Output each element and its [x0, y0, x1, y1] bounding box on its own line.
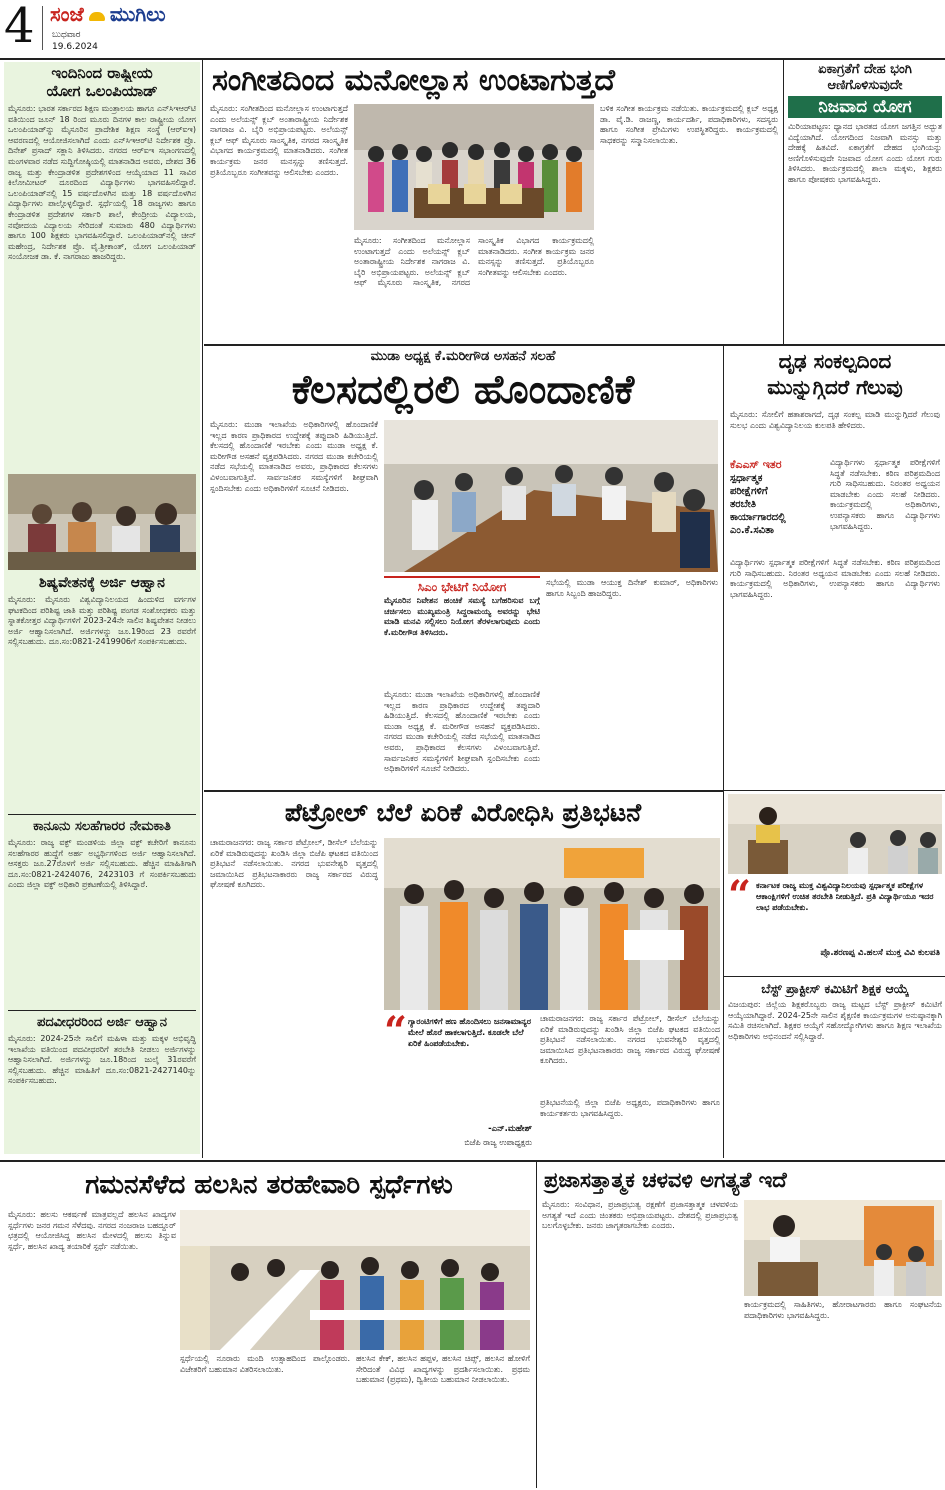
headline: ಸಂಗೀತದಿಂದ ಮನೋಲ್ಲಾಸ ಉಂಟಾಗುತ್ತದೆ [212, 63, 615, 98]
photo-muda-meeting [384, 420, 718, 572]
headline: ಇಂದಿನಿಂದ ರಾಷ್ಟ್ರೀಯ [51, 64, 153, 82]
article-body: ಬಳಿಕ ಸಂಗೀತ ಕಾರ್ಯಕ್ರಮ ನಡೆಯಿತು. ಕಾರ್ಯಕ್ರಮದಲ್ಲಿ ಕ್ಲಬ್ ಅಧ್ಯಕ್ಷ ಡಾ. ವೈ.ಡಿ. ರಾಜಣ್ಣ, ಕಾರ್ಯದರ್ಶಿ, ಪದಾಧಿಕಾರಿಗಳು, ಸದಸ್ಯರು ಹಾಗೂ ಸಂಗೀತ ಪ್ರೇಮಿಗಳು ಉಪಸ್ಥಿತರಿದ್ದರು. ಕಾರ್ಯಕ್ರಮದಲ್ಲಿ ಸಾಧಕರನ್ನು ಸನ್ಮಾನಿಸಲಾಯಿತು. [600, 104, 778, 145]
headline: ಕಾನೂನು ಸಲಹೆಗಾರರ ನೇಮಕಾತಿ [33, 819, 171, 834]
article-body: ಹಲಸಿನ ಕೇಕ್, ಹಲಸಿನ ಹಪ್ಪಳ, ಹಲಸಿನ ಚಿಪ್ಸ್, ಹಲಸಿನ ಹೋಳಿಗೆ ಸೇರಿದಂತೆ ವಿವಿಧ ಖಾದ್ಯಗಳನ್ನು ಪ್ರದರ್ಶಿಸಲಾಯಿತು. ಪ್ರಥಮ ಬಹುಮಾನ (ಪ್ರಥಮ), ದ್ವಿತೀಯ ಬಹುಮಾನ ನೀಡಲಾಯಿತು. [356, 1354, 530, 1385]
article-yoga-olympiad [8, 64, 196, 472]
pull-quote-petrol [384, 1014, 534, 1156]
article-body: ಮೈಸೂರು: ಸಂವಿಧಾನ, ಪ್ರಜಾಪ್ರಭುತ್ವ ರಕ್ಷಣೆಗೆ ಪ್ರಜಾಸತ್ತಾತ್ಮಕ ಚಳವಳಿಯ ಅಗತ್ಯತೆ ಇದೆ ಎಂದು ಚಿಂತಕರು ಅಭಿಪ್ರಾಯಪಟ್ಟರು. ದೇಶದಲ್ಲಿ ಪ್ರಜಾಪ್ರಭುತ್ವ ಬಲಗೊಳ್ಳಬೇಕು. ಜನರು ಜಾಗೃತರಾಗಬೇಕು ಎಂದರು. [542, 1200, 738, 1231]
sidebar-kas [730, 458, 826, 554]
sidebar-line: ಪರೀಕ್ಷೆಗಳಿಗೆ [730, 486, 768, 497]
quote-author: ಪ್ರೊ.ಶರಣಪ್ಪ ವಿ.ಹಲಸೆ [820, 948, 883, 958]
kicker: ಮುಡಾ ಅಧ್ಯಕ್ಷ ಕೆ.ಮರೀಗೌಡ ಅಸಹನೆ ಸಲಹೆ [370, 349, 556, 364]
headline: ಯೋಗ ಒಲಂಪಿಯಾಡ್ [46, 82, 158, 100]
article-jackfruit [4, 1164, 534, 1208]
article-body: ವಿದ್ಯಾರ್ಥಿಗಳು ಸ್ಪರ್ಧಾತ್ಮಕ ಪರೀಕ್ಷೆಗಳಿಗೆ ಸಿದ್ಧತೆ ನಡೆಸಬೇಕು. ಕಠಿಣ ಪರಿಶ್ರಮದಿಂದ ಗುರಿ ಸಾಧಿಸಬಹುದು. ನಿರಂತರ ಅಧ್ಯಯನ ಮಾಡಬೇಕು ಎಂದು ಸಲಹೆ ನೀಡಿದರು. ಕಾರ್ಯಕ್ರಮದಲ್ಲಿ ಅಧಿಕಾರಿಗಳು, ಉಪನ್ಯಾಸಕರು ಹಾಗೂ ವಿದ್ಯಾರ್ಥಿಗಳು ಭಾಗವಹಿಸಿದ್ದರು. [730, 558, 940, 599]
article-body: ವಿಜಯಪುರ: ಜಿಲ್ಲೆಯ ಶಿಕ್ಷಕರೊಬ್ಬರು ರಾಜ್ಯ ಮಟ್ಟದ ಬೆಸ್ಟ್ ಪ್ರಾಕ್ಟೀಸ್ ಕಮಿಟಿಗೆ ಆಯ್ಕೆಯಾಗಿದ್ದಾರೆ. 2024-25ನೇ ಸಾಲಿನ ಶೈಕ್ಷಣಿಕ ಕಾರ್ಯಕ್ರಮಗಳ ಅನುಷ್ಠಾನಕ್ಕಾಗಿ ಸಮಿತಿ ರಚಿಸಲಾಗಿದೆ. ಶಿಕ್ಷಕರ ಆಯ್ಕೆಗೆ ಸಹೋದ್ಯೋಗಿಗಳು ಹಾಗೂ ಶಿಕ್ಷಣ ಇಲಾಖೆಯ ಅಧಿಕಾರಿಗಳು ಅಭಿನಂದನೆ ಸಲ್ಲಿಸಿದ್ದಾರೆ. [728, 1000, 942, 1041]
sidebar-line: ಸ್ಪರ್ಧಾತ್ಮಕ [730, 473, 763, 484]
article-body: ಚಾಮರಾಜನಗರ: ರಾಜ್ಯ ಸರ್ಕಾರ ಪೆಟ್ರೋಲ್, ಡೀಸೆಲ್ ಬೆಲೆಯನ್ನು ಏರಿಕೆ ಮಾಡಿರುವುದನ್ನು ಖಂಡಿಸಿ ಜಿಲ್ಲಾ ಬಿಜೆಪಿ ಘಟಕದ ವತಿಯಿಂದ ಪ್ರತಿಭಟನೆ ನಡೆಸಲಾಯಿತು. ನಗರದ ಭುವನೇಶ್ವರಿ ವೃತ್ತದಲ್ಲಿ ಜಮಾಯಿಸಿದ ಪ್ರತಿಭಟನಾಕಾರರು ರಾಜ್ಯ ಸರ್ಕಾರದ ವಿರುದ್ಧ ಘೋಷಣೆ ಕೂಗಿದರು. [540, 1014, 720, 1066]
article-body: ಮೈಸೂರು: ಭಾರತ ಸರ್ಕಾರದ ಶಿಕ್ಷಣ ಮಂತ್ರಾಲಯ ಹಾಗೂ ಎನ್‌ಸಿಇಆರ್‌ಟಿ ವತಿಯಿಂದ ಜೂನ್ 18 ರಿಂದ ಮೂರು ದಿನಗಳ ಕಾಲ ರಾಷ್ಟ್ರೀಯ ಯೋಗ ಒಲಂಪಿಯಾಡ್‌ನ್ನು ಮೈಸೂರಿನ ಪ್ರಾದೇಶಿಕ ಶಿಕ್ಷಣ ಸಂಸ್ಥೆ (ಆರ್‌ಐಇ) ಆವರಣದಲ್ಲಿ ಆಯೋಜಿಸಲಾಗಿದೆ ಎಂದು ಎನ್‌ಸಿಇಆರ್‌ಟಿ ನಿರ್ದೇಶಕ ಪ್ರೊ. ದಿನೇಶ್ ಪ್ರಸಾದ್ ಸಕ್ಲಾನಿ ತಿಳಿಸಿದರು. ನಗರದ ಆರ್‌ಐಇ ಸಭಾಂಗಣದಲ್ಲಿ ಮಂಗಳವಾರ ನಡೆದ ಸುದ್ದಿಗೋಷ್ಠಿಯಲ್ಲಿ ಮಾತನಾಡಿದ ಅವರು, ದೇಶದ 36 ರಾಜ್ಯ ಮತ್ತು ಕೇಂದ್ರಾಡಳಿತ ಪ್ರದೇಶಗಳಿಂದ ಆಯ್ಕೆಯಾದ 11 ಸಾವಿರ ಕಿಲೋಮೀಟರ್ ದೂರದಿಂದ ವಿದ್ಯಾರ್ಥಿಗಳು ಭಾಗವಹಿಸಲಿದ್ದಾರೆ. ಒಲಂಪಿಯಾಡ್‌ನಲ್ಲಿ 15 ವರ್ಷದೊಳಗಿನ ಮತ್ತು 18 ವರ್ಷದೊಳಗಿನ ವಿದ್ಯಾರ್ಥಿಗಳು ಪಾಲ್ಗೊಳ್ಳಲಿದ್ದಾರೆ. ಸ್ಪರ್ಧೆಯಲ್ಲಿ 18 ರಾಜ್ಯಗಳು ಹಾಗೂ ಕೇಂದ್ರಾಡಳಿತ ಪ್ರದೇಶಗಳ ಸರ್ಕಾರಿ ಶಾಲೆ, ಕೇಂದ್ರೀಯ ವಿದ್ಯಾಲಯ, ನವೋದಯ ವಿದ್ಯಾಲಯ ಸೇರಿದಂತೆ ಸುಮಾರು 480 ವಿದ್ಯಾರ್ಥಿಗಳು ಹಾಗೂ 100 ಶಿಕ್ಷಕರು ಭಾಗವಹಿಸಲಿದ್ದಾರೆ. ಒಲಂಪಿಯಾಡ್‌ನಲ್ಲಿ ಚೀನ್ ಮಹೇಂದ್ರ, ನಿರ್ದೇಶಕ ಪ್ರೊ. ವೈ.ಶ್ರೀಕಾಂತ್, ಯೋಗ ಒಲಂಪಿಯಾಡ್ ಸಂಯೋಜಕ ಡಾ. ಕೆ. ನಾಗರಾಜು ಹಾಜರಿದ್ದರು. [8, 104, 196, 262]
masthead [0, 0, 200, 58]
quote-author: -ಎನ್.ಮಹೇಶ್ [488, 1124, 532, 1134]
quote-mark-icon: “ [728, 878, 752, 919]
headline: ದೃಢ ಸಂಕಲ್ಪದಿಂದ [778, 349, 892, 373]
article-body: ಮೈಸೂರು: ಮುಡಾ ಇಲಾಖೆಯ ಅಧಿಕಾರಿಗಳಲ್ಲಿ ಹೊಂದಾಣಿಕೆ ಇಲ್ಲದ ಕಾರಣ ಪ್ರಾಧಿಕಾರದ ಉದ್ದೇಶಕ್ಕೆ ತಪ್ಪುದಾರಿ ಹಿಡಿಯುತ್ತಿದೆ. ಕೆಲಸದಲ್ಲಿ ಹೊಂದಾಣಿಕೆ ಇರಬೇಕು ಎಂದು ಮುಡಾ ಅಧ್ಯಕ್ಷ ಕೆ. ಮರೀಗೌಡ ಅಸಹನೆ ವ್ಯಕ್ತಪಡಿಸಿದರು. ನಗರದ ಮುಡಾ ಕಚೇರಿಯಲ್ಲಿ ನಡೆದ ಸಭೆಯಲ್ಲಿ ಮಾತನಾಡಿದ ಅವರು, ಪ್ರಾಧಿಕಾರದ ಕೆಲಸಗಳು ವಿಳಂಬವಾಗುತ್ತಿವೆ. ಸಾರ್ವಜನಿಕರ ಸಮಸ್ಯೆಗಳಿಗೆ ಶೀಘ್ರವಾಗಿ ಸ್ಪಂದಿಸಬೇಕು ಎಂದು ಅಧಿಕಾರಿಗಳಿಗೆ ಸೂಚನೆ ನೀಡಿದರು. [384, 690, 540, 774]
quote-role: ಮುಕ್ತ ವಿವಿ ಕುಲಪತಿ [885, 948, 940, 958]
quote-role: ಬಿಜೆಪಿ ರಾಜ್ಯ ಉಪಾಧ್ಯಕ್ಷರು [464, 1138, 532, 1147]
article-body: ಮೈಸೂರು: ಮುಡಾ ಇಲಾಖೆಯ ಅಧಿಕಾರಿಗಳಲ್ಲಿ ಹೊಂದಾಣಿಕೆ ಇಲ್ಲದ ಕಾರಣ ಪ್ರಾಧಿಕಾರದ ಉದ್ದೇಶಕ್ಕೆ ತಪ್ಪುದಾರಿ ಹಿಡಿಯುತ್ತಿದೆ. ಕೆಲಸದಲ್ಲಿ ಹೊಂದಾಣಿಕೆ ಇರಬೇಕು ಎಂದು ಮುಡಾ ಅಧ್ಯಕ್ಷ ಕೆ. ಮರೀಗೌಡ ಅಸಹನೆ ವ್ಯಕ್ತಪಡಿಸಿದರು. ನಗರದ ಮುಡಾ ಕಚೇರಿಯಲ್ಲಿ ನಡೆದ ಸಭೆಯಲ್ಲಿ ಮಾತನಾಡಿದ ಅವರು, ಪ್ರಾಧಿಕಾರದ ಕೆಲಸಗಳು ವಿಳಂಬವಾಗುತ್ತಿವೆ. ಸಾರ್ವಜನಿಕರ ಸಮಸ್ಯೆಗಳಿಗೆ ಶೀಘ್ರವಾಗಿ ಸ್ಪಂದಿಸಬೇಕು ಎಂದು ಅಧಿಕಾರಿಗಳಿಗೆ ಸೂಚನೆ ನೀಡಿದರು. [210, 420, 378, 493]
article-body: ಮೈಸೂರು: ಸಂಗೀತದಿಂದ ಮನೋಲ್ಲಾಸ ಉಂಟಾಗುತ್ತದೆ ಎಂದು ಅಲೆಯನ್ಸ್ ಕ್ಲಬ್ ಅಂತಾರಾಷ್ಟ್ರೀಯ ನಿರ್ದೇಶಕ ನಾಗರಾಜ ವಿ. ಬೈರಿ ಅಭಿಪ್ರಾಯಪಟ್ಟರು. ಅಲೆಯನ್ಸ್ ಕ್ಲಬ್ ಆಫ್ ಮೈಸೂರು ಸಾಂಸ್ಕೃತಿಕ, ನಗರದ ಸಾಂಸ್ಕೃತಿಕ ವಿಭಾಗದ ಕಾರ್ಯಕ್ರಮದಲ್ಲಿ ಮಾತನಾಡಿದರು. ಸಂಗೀತ ಕಾರ್ಯಕ್ರಮ ಜನರ ಮನಸ್ಸನ್ನು ತಣಿಸುತ್ತದೆ. ಪ್ರತಿಯೊಬ್ಬರೂ ಸಂಗೀತವನ್ನು ಆಲಿಸಬೇಕು ಎಂದರು. [354, 236, 594, 288]
article-body: ಸ್ಪರ್ಧೆಯಲ್ಲಿ ನೂರಾರು ಮಂದಿ ಉತ್ಸಾಹದಿಂದ ಪಾಲ್ಗೊಂಡರು. ವಿಜೇತರಿಗೆ ಬಹುಮಾನ ವಿತರಿಸಲಾಯಿತು. [180, 1354, 350, 1374]
photo-music-event [354, 104, 594, 230]
headline: ಶಿಷ್ಯವೇತನಕ್ಕೆ ಅರ್ಜಿ ಆಹ್ವಾನ [39, 575, 165, 591]
sidebar-line: ಕಾರ್ಯಾಗಾರದಲ್ಲಿ [730, 512, 786, 523]
article-fellowship [8, 574, 196, 810]
article-body: ಸಭೆಯಲ್ಲಿ ಮುಡಾ ಆಯುಕ್ತ ದಿನೇಶ್ ಕುಮಾರ್, ಅಧಿಕಾರಿಗಳು ಹಾಗೂ ಸಿಬ್ಬಂದಿ ಹಾಜರಿದ್ದರು. [546, 578, 718, 598]
article-best-practices [728, 980, 942, 1156]
headline: ಮುನ್ನುಗ್ಗಿದರೆ ಗೆಲುವು [767, 375, 903, 399]
headline: ಪೆಟ್ರೋಲ್ ಬೆಲೆ ಏರಿಕೆ ವಿರೋಧಿಸಿ ಪ್ರತಿಭಟನೆ [284, 798, 642, 827]
issue-date: 19.6.2024 [52, 42, 98, 52]
article-democracy [540, 1164, 942, 1198]
article-body: ಮೈಸೂರು: ಮೈಸೂರು ವಿಶ್ವವಿದ್ಯಾನಿಲಯದ ಹಿಂದುಳಿದ ವರ್ಗಗಳ ಘಟಕದಿಂದ ಪರಿಶಿಷ್ಟ ಜಾತಿ ಮತ್ತು ಪರಿಶಿಷ್ಟ ಪಂಗಡ ಸಂಶೋಧಕರು ಮತ್ತು ಸ್ನಾತಕೋತ್ತರ ವಿದ್ಯಾರ್ಥಿಗಳಿಗೆ 2023-24ನೇ ಸಾಲಿನ ಶಿಷ್ಯವೇತನ ನೀಡಲು ಅರ್ಜಿ ಆಹ್ವಾನಿಸಲಾಗಿದೆ. ಅರ್ಜಿಗಳನ್ನು ಜೂ.19ರಿಂದ 23 ರವರೆಗೆ ಸಲ್ಲಿಸಬಹುದು. ದೂ.ಸಂ:0821-2419906ಗೆ ಸಂಪರ್ಕಿಸಬಹುದು. [8, 595, 196, 647]
photo-speaker [728, 794, 942, 874]
article-body: ಕಾರ್ಯಕ್ರಮದಲ್ಲಿ ಸಾಹಿತಿಗಳು, ಹೋರಾಟಗಾರರು ಹಾಗೂ ಸಂಘಟನೆಯ ಪದಾಧಿಕಾರಿಗಳು ಭಾಗವಹಿಸಿದ್ದರು. [744, 1300, 942, 1320]
article-body: ಮೈಸೂರು: 2024-25ನೇ ಸಾಲಿಗೆ ಮಹಿಳಾ ಮತ್ತು ಮಕ್ಕಳ ಅಭಿವೃದ್ಧಿ ಇಲಾಖೆಯ ವತಿಯಿಂದ ಪದವೀಧರರಿಗೆ ತರಬೇತಿ ನೀಡಲು ಅರ್ಜಿಗಳನ್ನು ಆಹ್ವಾನಿಸಲಾಗಿದೆ. ಅರ್ಜಿಗಳನ್ನು ಜೂ.18ರಿಂದ ಜುಲೈ 31ರವರೆಗೆ ಸಲ್ಲಿಸಬಹುದು. ಹೆಚ್ಚಿನ ಮಾಹಿತಿಗೆ ದೂ.ಸಂ:0821-2427140ನ್ನು ಸಂಪರ್ಕಿಸಬಹುದು. [8, 1034, 196, 1086]
box-title: ಸಿಎಂ ಭೇಟಿಗೆ ನಿಯೋಗ [417, 580, 507, 594]
headline: ಏಕಾಗ್ರತೆಗೆ ದೇಹ ಭಂಗಿ [818, 62, 912, 77]
headline: ಪದವೀಧರರಿಂದ ಅರ್ಜಿ ಆಹ್ವಾನ [37, 1015, 167, 1030]
sidebar-line: ಕೆಎಎಸ್ ಇತರ [730, 458, 782, 471]
article-body: ಪ್ರತಿಭಟನೆಯಲ್ಲಿ ಜಿಲ್ಲಾ ಬಿಜೆಪಿ ಅಧ್ಯಕ್ಷರು, ಪದಾಧಿಕಾರಿಗಳು ಹಾಗೂ ಕಾರ್ಯಕರ್ತರು ಭಾಗವಹಿಸಿದ್ದರು. [540, 1098, 720, 1118]
headline: ಪ್ರಜಾಸತ್ತಾತ್ಮಕ ಚಳವಳಿ ಅಗತ್ಯತೆ ಇದೆ [544, 1168, 787, 1192]
article-yoga-body [788, 62, 942, 342]
photo-jackfruit-contest [180, 1210, 530, 1350]
info-box-cm-visit [384, 576, 540, 788]
quote-mark-icon: “ [384, 1014, 408, 1055]
headline: ಕೆಲಸದಲ್ಲಿರಲಿ ಹೊಂದಾಣಿಕೆ [291, 367, 635, 413]
article-graduates [8, 1014, 196, 1152]
article-body: ಮಿರಿಯಾಪಟ್ಟಣ: ಧ್ಯಾನದ ಭಾರತದ ಯೋಗ ಜಗತ್ತಿನ ಅದ್ಭುತ ವಿದ್ಯೆಯಾಗಿದೆ. ಯೋಗದಿಂದ ನಿಜವಾಗಿ ಮನಸ್ಸು ಮತ್ತು ದೇಹಕ್ಕೆ ಹಿತವಿದೆ. ಏಕಾಗ್ರತೆಗೆ ದೇಹದ ಭಂಗಿಯನ್ನು ಅಣಿಗೊಳಿಸುವುದೇ ನಿಜವಾದ ಯೋಗ ಎಂದು ಯೋಗ ಗುರು ತಿಳಿಸಿದರು. ಕಾರ್ಯಕ್ರಮದಲ್ಲಿ ಶಾಲಾ ಮಕ್ಕಳು, ಶಿಕ್ಷಕರು ಹಾಗೂ ಪೋಷಕರು ಭಾಗವಹಿಸಿದ್ದರು. [788, 122, 942, 184]
quote-text: ಕರ್ನಾಟಕ ರಾಜ್ಯ ಮುಕ್ತ ವಿಶ್ವವಿದ್ಯಾನಿಲಯವು ಸ್ಪರ್ಧಾತ್ಮಕ ಪರೀಕ್ಷೆಗಳ ಆಕಾಂಕ್ಷಿಗಳಿಗೆ ಉಚಿತ ತರಬೇತಿ ನೀಡುತ್ತಿದೆ. ಪ್ರತಿ ವಿದ್ಯಾರ್ಥಿಯೂ ಇದರ ಲಾಭ ಪಡೆಯಬೇಕು. [756, 881, 934, 912]
box-body: ಮೈಸೂರಿನ ನಿವೇಶನ ಹಂಚಿಕೆ ಸಮಸ್ಯೆ ಬಗೆಹರಿಸುವ ಬಗ್ಗೆ ಚರ್ಚಿಸಲು ಮುಖ್ಯಮಂತ್ರಿ ಸಿದ್ದರಾಮಯ್ಯ ಅವರನ್ನು ಭೇಟಿ ಮಾಡಿ ಮನವಿ ಸಲ್ಲಿಸಲು ನಿಯೋಗ ತೆರಳಲಾಗುವುದು ಎಂದು ಕೆ.ಮರೀಗೌಡ ತಿಳಿಸಿದರು. [384, 596, 540, 637]
cloud-logo-icon [89, 12, 105, 21]
article-body: ಚಾಮರಾಜನಗರ: ರಾಜ್ಯ ಸರ್ಕಾರ ಪೆಟ್ರೋಲ್, ಡೀಸೆಲ್ ಬೆಲೆಯನ್ನು ಏರಿಕೆ ಮಾಡಿರುವುದನ್ನು ಖಂಡಿಸಿ ಜಿಲ್ಲಾ ಬಿಜೆಪಿ ಘಟಕದ ವತಿಯಿಂದ ಪ್ರತಿಭಟನೆ ನಡೆಸಲಾಯಿತು. ನಗರದ ಭುವನೇಶ್ವರಿ ವೃತ್ತದಲ್ಲಿ ಜಮಾಯಿಸಿದ ಪ್ರತಿಭಟನಾಕಾರರು ರಾಜ್ಯ ಸರ್ಕಾರದ ವಿರುದ್ಧ ಘೋಷಣೆ ಕೂಗಿದರು. [210, 838, 378, 890]
headline: ಬೆಸ್ಟ್ ಪ್ರಾಕ್ಟೀಸ್ ಕಮಿಟಿಗೆ ಶಿಕ್ಷಕ ಆಯ್ಕೆ [761, 981, 909, 996]
photo-yoga-meeting [8, 474, 196, 570]
sidebar-line: ತರಬೇತಿ [730, 499, 756, 510]
article-legal-adviser [8, 818, 196, 1006]
article-petrol [206, 794, 720, 834]
sidebar-line: ಎಂ.ಕೆ.ಸವಿತಾ [730, 525, 774, 536]
brand-name-1: ಸಂಜೆ [50, 2, 84, 26]
photo-protest [384, 838, 720, 1010]
article-body: ಮೈಸೂರು: ಸಂಗೀತದಿಂದ ಮನೋಲ್ಲಾಸ ಉಂಟಾಗುತ್ತದೆ ಎಂದು ಅಲೆಯನ್ಸ್ ಕ್ಲಬ್ ಅಂತಾರಾಷ್ಟ್ರೀಯ ನಿರ್ದೇಶಕ ನಾಗರಾಜ ವಿ. ಬೈರಿ ಅಭಿಪ್ರಾಯಪಟ್ಟರು. ಅಲೆಯನ್ಸ್ ಕ್ಲಬ್ ಆಫ್ ಮೈಸೂರು ಸಾಂಸ್ಕೃತಿಕ, ನಗರದ ಸಾಂಸ್ಕೃತಿಕ ವಿಭಾಗದ ಕಾರ್ಯಕ್ರಮದಲ್ಲಿ ಮಾತನಾಡಿದರು. ಸಂಗೀತ ಕಾರ್ಯಕ್ರಮ ಜನರ ಮನಸ್ಸನ್ನು ತಣಿಸುತ್ತದೆ. ಪ್ರತಿಯೊಬ್ಬರೂ ಸಂಗೀತವನ್ನು ಆಲಿಸಬೇಕು ಎಂದರು. [210, 104, 348, 177]
article-determination [728, 348, 942, 408]
issue-day: ಬುಧವಾರ [52, 30, 81, 40]
article-body: ವಿದ್ಯಾರ್ಥಿಗಳು ಸ್ಪರ್ಧಾತ್ಮಕ ಪರೀಕ್ಷೆಗಳಿಗೆ ಸಿದ್ಧತೆ ನಡೆಸಬೇಕು. ಕಠಿಣ ಪರಿಶ್ರಮದಿಂದ ಗುರಿ ಸಾಧಿಸಬಹುದು. ನಿರಂತರ ಅಧ್ಯಯನ ಮಾಡಬೇಕು ಎಂದು ಸಲಹೆ ನೀಡಿದರು. ಕಾರ್ಯಕ್ರಮದಲ್ಲಿ ಅಧಿಕಾರಿಗಳು, ಉಪನ್ಯಾಸಕರು ಹಾಗೂ ವಿದ್ಯಾರ್ಥಿಗಳು ಭಾಗವಹಿಸಿದ್ದರು. [830, 458, 940, 531]
brand-name-2: ಮುಗಿಲು [109, 2, 166, 26]
pull-quote-determination [728, 878, 942, 974]
headline: ಗಮನಸೆಳೆದ ಹಲಸಿನ ತರಹೇವಾರಿ ಸ್ಪರ್ಧೆಗಳು [85, 1170, 453, 1200]
headline: ನಿಜವಾದ ಯೋಗ [788, 96, 942, 118]
article-body: ಮೈಸೂರು: ಸೋಲಿಗೆ ಹತಾಶರಾಗದೆ, ದೃಢ ಸಂಕಲ್ಪ ಮಾಡಿ ಮುನ್ನುಗ್ಗಿದರೆ ಗೆಲುವು ಸುಲಭ ಎಂದು ವಿಶ್ವವಿದ್ಯಾನಿಲಯ ಕುಲಪತಿ ಹೇಳಿದರು. [730, 410, 940, 430]
quote-text: ಗ್ಯಾರಂಟಿಗಳಿಗೆ ಹಣ ಹೊಂದಿಸಲು ಜನಸಾಮಾನ್ಯರ ಮೇಲೆ ಹೊರೆ ಹಾಕಲಾಗುತ್ತಿದೆ. ಕೂಡಲೇ ಬೆಲೆ ಏರಿಕೆ ಹಿಂಪಡೆಯಬೇಕು. [408, 1017, 531, 1048]
headline: ಆಣಿಗೊಳಿಸುವುದೇ [827, 78, 903, 93]
page-number: 4 [4, 0, 35, 54]
article-body: ಮೈಸೂರು: ರಾಜ್ಯ ವಕ್ಫ್ ಮಂಡಳಿಯ ಜಿಲ್ಲಾ ವಕ್ಫ್ ಕಚೇರಿಗೆ ಕಾನೂನು ಸಲಹೆಗಾರರ ಹುದ್ದೆಗೆ ಅರ್ಹ ಅಭ್ಯರ್ಥಿಗಳಿಂದ ಅರ್ಜಿ ಆಹ್ವಾನಿಸಲಾಗಿದೆ. ಆಸಕ್ತರು ಜೂ.27ರೊಳಗೆ ಅರ್ಜಿ ಸಲ್ಲಿಸಬಹುದು. ಹೆಚ್ಚಿನ ಮಾಹಿತಿಗಾಗಿ ದೂ.ಸಂ:0821-2424076, 2423103 ಗೆ ಸಂಪರ್ಕಿಸಬಹುದು ಎಂದು ಜಿಲ್ಲಾ ವಕ್ಫ್ ಅಧಿಕಾರಿ ಪ್ರಕಟಣೆಯಲ್ಲಿ ತಿಳಿಸಿದ್ದಾರೆ. [8, 838, 196, 890]
photo-democracy-event [744, 1200, 942, 1296]
article-body: ಮೈಸೂರು: ಹಲಸು ಆಕರ್ಷಣೆ ಮಾತ್ರವಲ್ಲದೆ ಹಲಸಿನ ಖಾದ್ಯಗಳ ಸ್ಪರ್ಧೆಗಳು ಜನರ ಗಮನ ಸೆಳೆದವು. ನಗರದ ನಂಜರಾಜ ಬಹದ್ದೂರ್ ಛತ್ರದಲ್ಲಿ ಆಯೋಜಿಸಿದ್ದ ಹಲಸಿನ ಮೇಳದಲ್ಲಿ ಹಲಸು ತಿನ್ನುವ ಸ್ಪರ್ಧೆ, ಹಲಸಿನ ಖಾದ್ಯ ತಯಾರಿಕೆ ಸ್ಪರ್ಧೆ ನಡೆಯಿತು. [8, 1210, 176, 1251]
